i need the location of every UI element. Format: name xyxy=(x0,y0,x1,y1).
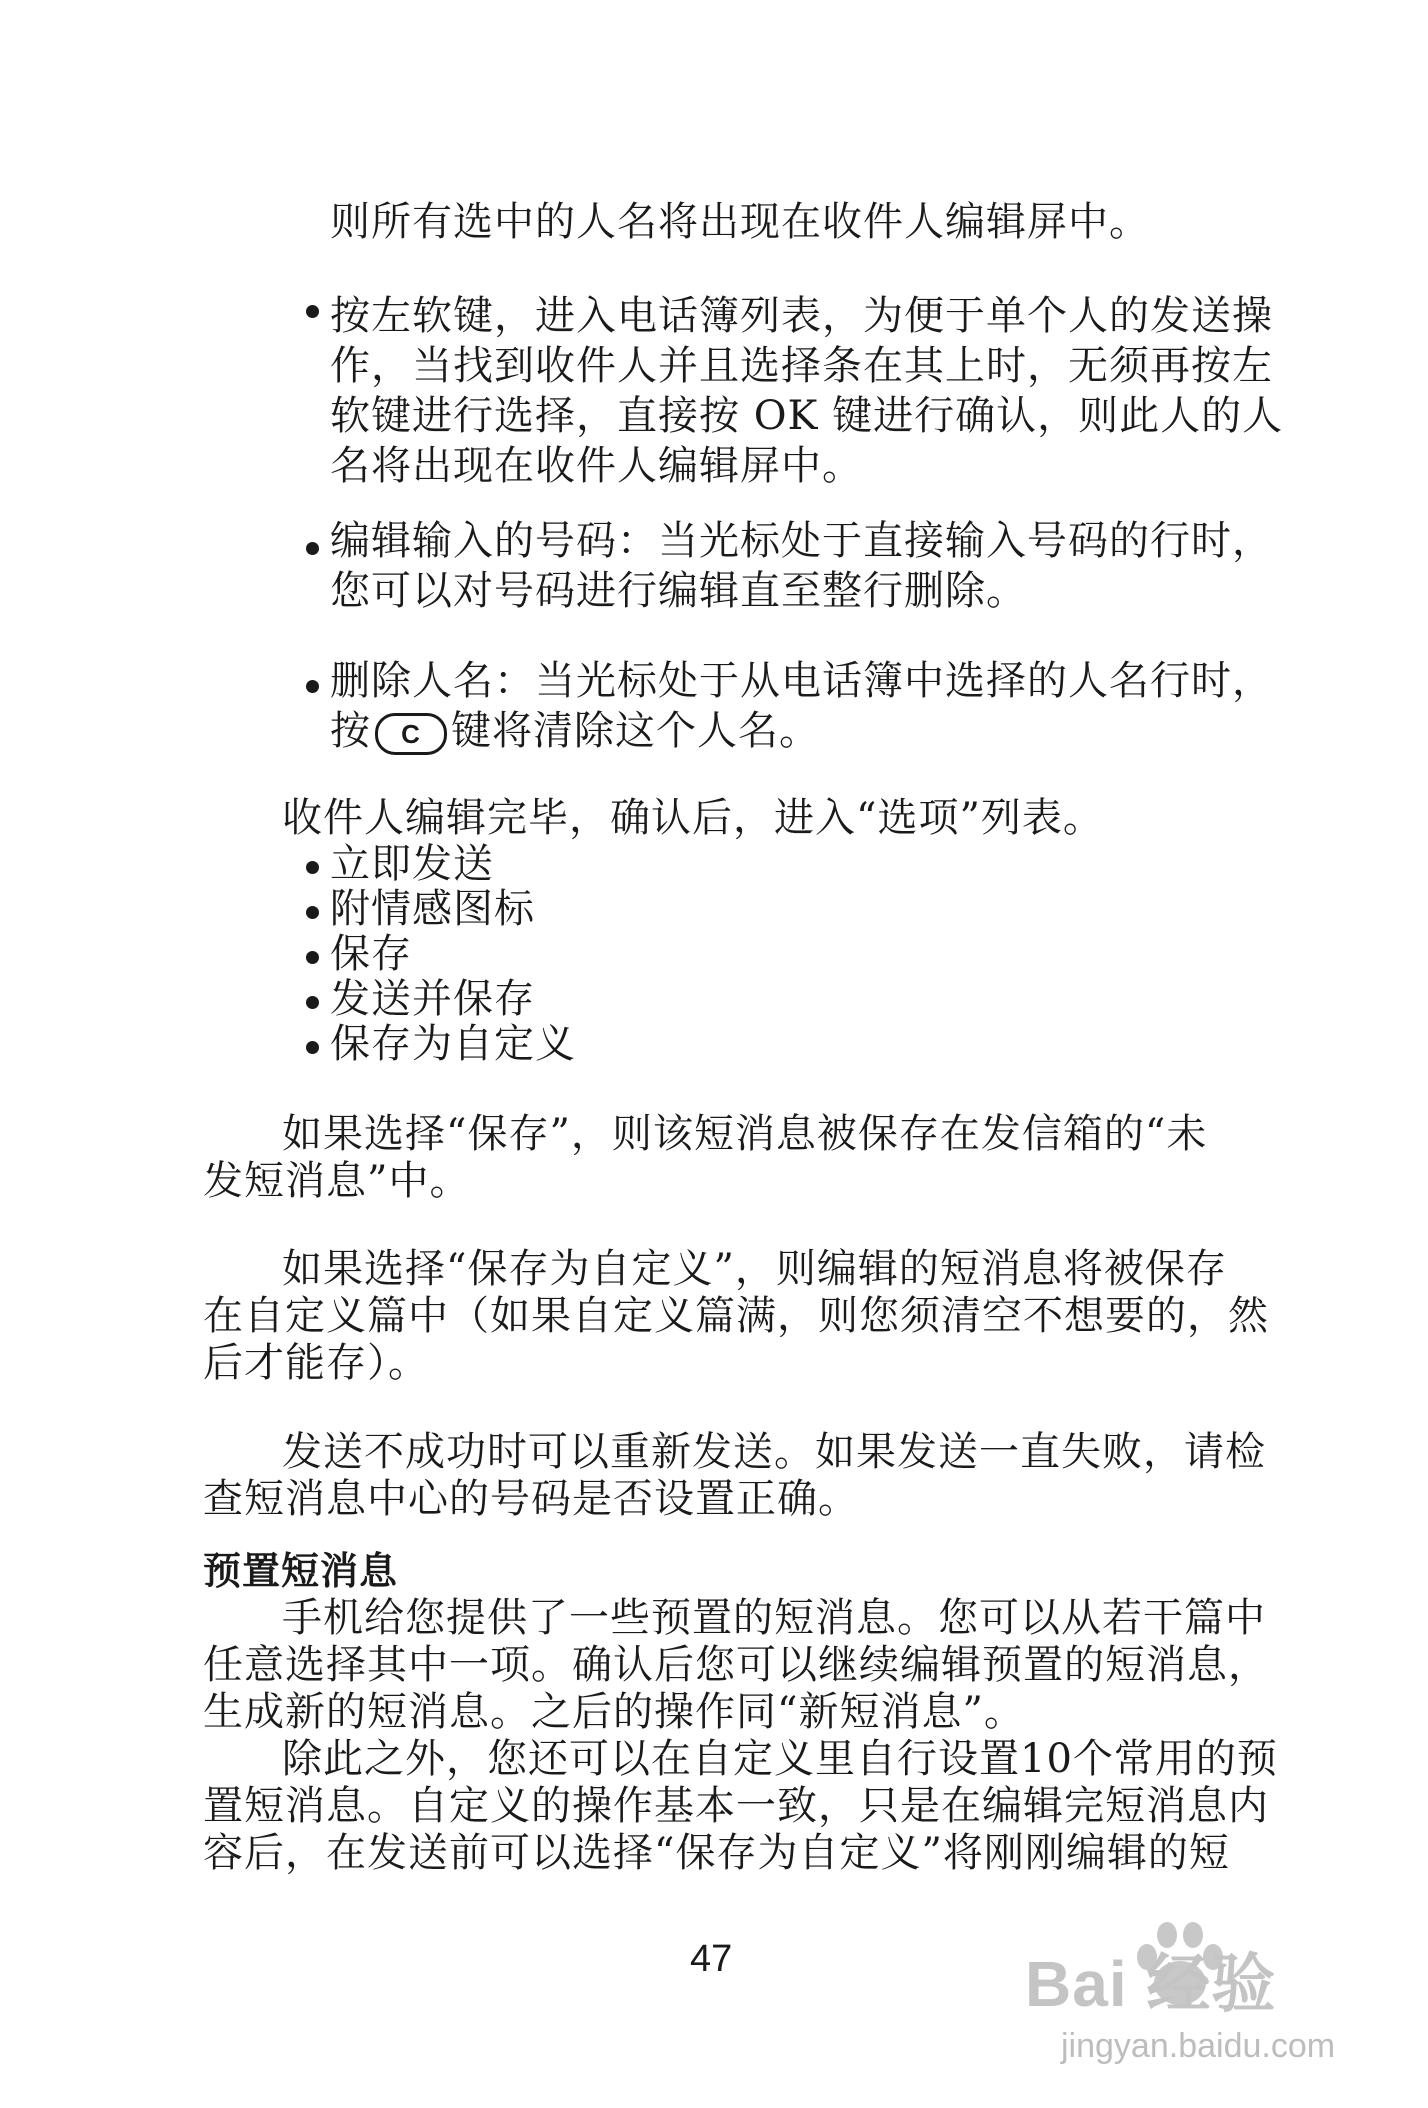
bullet-dot xyxy=(306,861,319,874)
bullet-dot xyxy=(306,996,319,1009)
bullet-line: 编辑输入的号码：当光标处于直接输入号码的行时， xyxy=(330,518,1273,564)
bullet-line xyxy=(330,705,820,757)
bullet-dot xyxy=(306,951,319,964)
options-intro: 收件人编辑完毕，确认后，进入“选项”列表。 xyxy=(282,795,1104,841)
bullet-dot xyxy=(306,906,319,919)
section-heading: 预置短消息 xyxy=(203,1548,399,1593)
baidu-watermark xyxy=(1025,1915,1405,2095)
paragraph-line: 在自定义篇中（如果自定义篇满，则您须清空不想要的，然 xyxy=(203,1293,1269,1339)
option-item: 保存为自定义 xyxy=(330,1021,576,1067)
bullet-line: 您可以对号码进行编辑直至整行删除。 xyxy=(330,568,1027,614)
paragraph-line: 任意选择其中一项。确认后您可以继续编辑预置的短消息， xyxy=(203,1642,1269,1688)
paragraph-line: 发送不成功时可以重新发送。如果发送一直失败，请检 xyxy=(282,1429,1266,1475)
paragraph-line: 生成新的短消息。之后的操作同“新短消息”。 xyxy=(203,1689,1025,1735)
option-item: 保存 xyxy=(330,931,412,977)
paragraph-line: 后才能存）。 xyxy=(203,1340,429,1386)
bullet-line: 软键进行选择，直接按 OK 键进行确认，则此人的人 xyxy=(330,393,1284,439)
paragraph-line: 置短消息。自定义的操作基本一致，只是在编辑完短消息内 xyxy=(203,1783,1269,1829)
bullet-line-prefix: 按 xyxy=(330,708,371,754)
option-item: 发送并保存 xyxy=(330,976,535,1022)
paragraph-line: 发短消息”中。 xyxy=(203,1158,471,1204)
bullet-dot xyxy=(306,305,319,318)
bullet-line-suffix: 键将清除这个人名。 xyxy=(451,708,820,754)
page-number: 47 xyxy=(690,1938,733,1980)
c-key-icon: C xyxy=(375,713,447,755)
option-item: 附情感图标 xyxy=(330,886,535,932)
watermark-url: jingyan.baidu.com xyxy=(1061,2027,1336,2065)
paragraph-line: 查短消息中心的号码是否设置正确。 xyxy=(203,1476,859,1522)
bullet-dot xyxy=(306,1041,319,1054)
paragraph-line: 如果选择“保存为自定义”，则编辑的短消息将被保存 xyxy=(282,1246,1227,1292)
option-item: 立即发送 xyxy=(330,841,494,887)
bullet-dot xyxy=(306,542,319,555)
intro-line: 则所有选中的人名将出现在收件人编辑屏中。 xyxy=(330,199,1150,245)
paragraph-line: 除此之外，您还可以在自定义里自行设置10个常用的预 xyxy=(282,1736,1278,1782)
bullet-line: 删除人名：当光标处于从电话簿中选择的人名行时， xyxy=(330,658,1273,704)
paragraph-line: 容后，在发送前可以选择“保存为自定义”将刚刚编辑的短 xyxy=(203,1830,1230,1876)
bullet-line: 名将出现在收件人编辑屏中。 xyxy=(330,443,863,489)
paragraph-line: 手机给您提供了一些预置的短消息。您可以从若干篇中 xyxy=(282,1595,1266,1641)
bullet-dot xyxy=(306,680,319,693)
bullet-line: 按左软键，进入电话簿列表，为便于单个人的发送操 xyxy=(330,293,1273,339)
paragraph-line: 如果选择“保存”，则该短消息被保存在发信箱的“未 xyxy=(282,1111,1208,1157)
bullet-line: 作，当找到收件人并且选择条在其上时，无须再按左 xyxy=(330,343,1273,389)
watermark-logo: Bai 经验 xyxy=(1025,1948,1277,2020)
